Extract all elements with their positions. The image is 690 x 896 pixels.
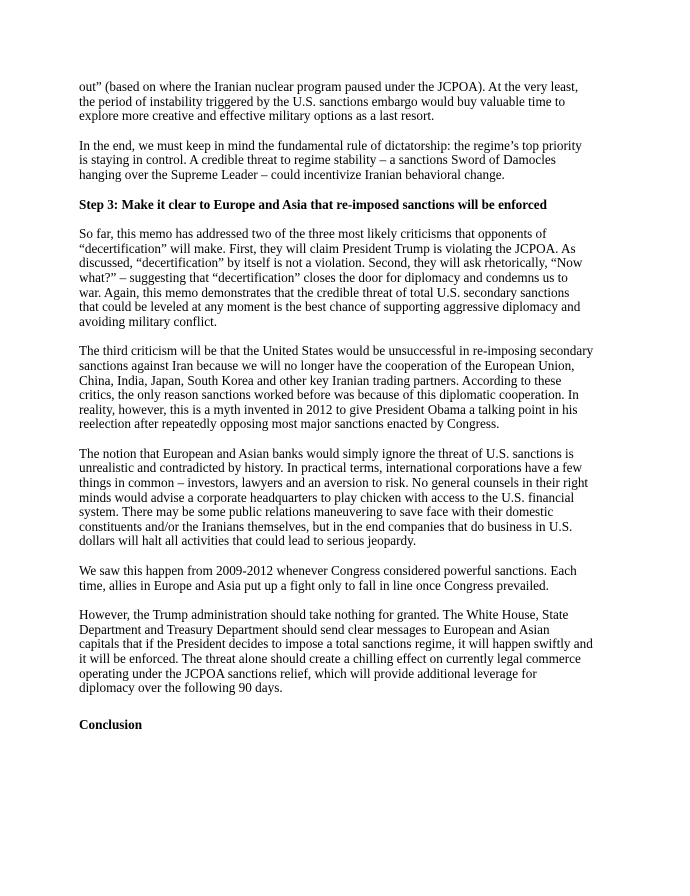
paragraph-third-criticism [79,344,619,432]
heading-text: Step 3: Make it clear to Europe and Asia that re-imposed sanctions will be enforced [79,196,547,212]
text-line: avoiding military conflict. [79,313,218,329]
text-line: time, allies in Europe and Asia put up a fight only to fall in line once Congress prevailed. [79,577,549,593]
text-line: it will be enforced. The threat alone should create a chilling effect on currently legal commerce [79,651,581,666]
paragraph-criticisms [79,227,619,329]
text-line: China, India, Japan, South Korea and other key Iranian trading partners. According to these [79,372,562,388]
text-line: reality, however, this is a myth invented in 2012 to give President Obama a talking point in his [79,401,578,417]
text-line: We saw this happen from 2009-2012 whenever Congress considered powerful sanctions. Each [79,563,577,579]
text-line: what?” – suggesting that “decertification” closes the door for diplomacy and condemns us to [79,269,568,285]
text-line: that could be leveled at any moment is the best chance of supporting aggressive diplomacy and [79,299,581,315]
text-line: capitals that if the President decides to impose a total sanctions regime, it will happen swiftly and [79,636,593,652]
text-line: out” (based on where the Iranian nuclear program paused under the JCPOA). At the very least, [79,79,579,94]
paragraph-history [79,564,619,593]
text-line: hanging over the Supreme Leader – could incentivize Iranian behavioral change. [79,166,505,182]
text-line: is staying in control. A credible threat to regime stability – a sanctions Sword of Damocles [79,152,556,168]
paragraph-banks [79,447,619,549]
text-line: operating under the JCPOA sanctions relief, which will provide additional leverage for [79,665,537,681]
text-line: The third criticism will be that the United States would be unsuccessful in re-imposing secondary [79,343,594,359]
section-heading-step-3 [79,198,619,213]
text-line: the period of instability triggered by the U.S. sanctions embargo would buy valuable time to [79,93,566,109]
text-line: reelection after repeatedly opposing most major sanctions enacted by Congress. [79,416,500,432]
text-line: war. Again, this memo demonstrates that the credible threat of total U.S. secondary sanctions [79,284,570,300]
paragraph-military-options [79,80,619,124]
text-line: unrealistic and contradicted by history. In practical terms, international corporations have a few [79,460,583,476]
text-line: critics, the only reason sanctions worked before was because of this diplomatic cooperation. In [79,387,579,403]
memo-page [79,80,619,747]
text-line: system. There may be some public relations maneuvering to save face with their domestic [79,504,554,520]
paragraph-regime-priority [79,139,619,183]
text-line: sanctions against Iran because we will no longer have the cooperation of the European Union, [79,357,575,373]
section-heading-conclusion [79,718,619,733]
text-line: “decertification” will make. First, they will claim President Trump is violating the JCPOA. As [79,240,576,256]
text-line: Department and Treasury Department should send clear messages to European and Asian [79,621,550,637]
text-line: explore more creative and effective military options as a last resort. [79,108,435,124]
text-line: minds would advise a corporate headquarters to play chicken with access to the U.S. financial [79,489,575,505]
paragraph-administration [79,608,619,696]
text-line: So far, this memo has addressed two of the three most likely criticisms that opponents of [79,226,547,242]
text-line: diplomacy over the following 90 days. [79,680,283,696]
text-line: discussed, “decertification” by itself is not a violation. Second, they will ask rhetorically, “Now [79,255,583,271]
text-line: constituents and/or the Iranians themselves, but in the end companies that do business in U.S. [79,518,573,534]
heading-text: Conclusion [79,716,143,732]
text-line: dollars will halt all activities that could lead to serious jeopardy. [79,533,417,549]
text-line: However, the Trump administration should take nothing for granted. The White House, State [79,607,569,623]
text-line: things in common – investors, lawyers and an aversion to risk. No general counsels in their right [79,475,589,491]
text-line: In the end, we must keep in mind the fundamental rule of dictatorship: the regime’s top priority [79,137,582,153]
text-line: The notion that European and Asian banks would simply ignore the threat of U.S. sanctions is [79,445,574,461]
